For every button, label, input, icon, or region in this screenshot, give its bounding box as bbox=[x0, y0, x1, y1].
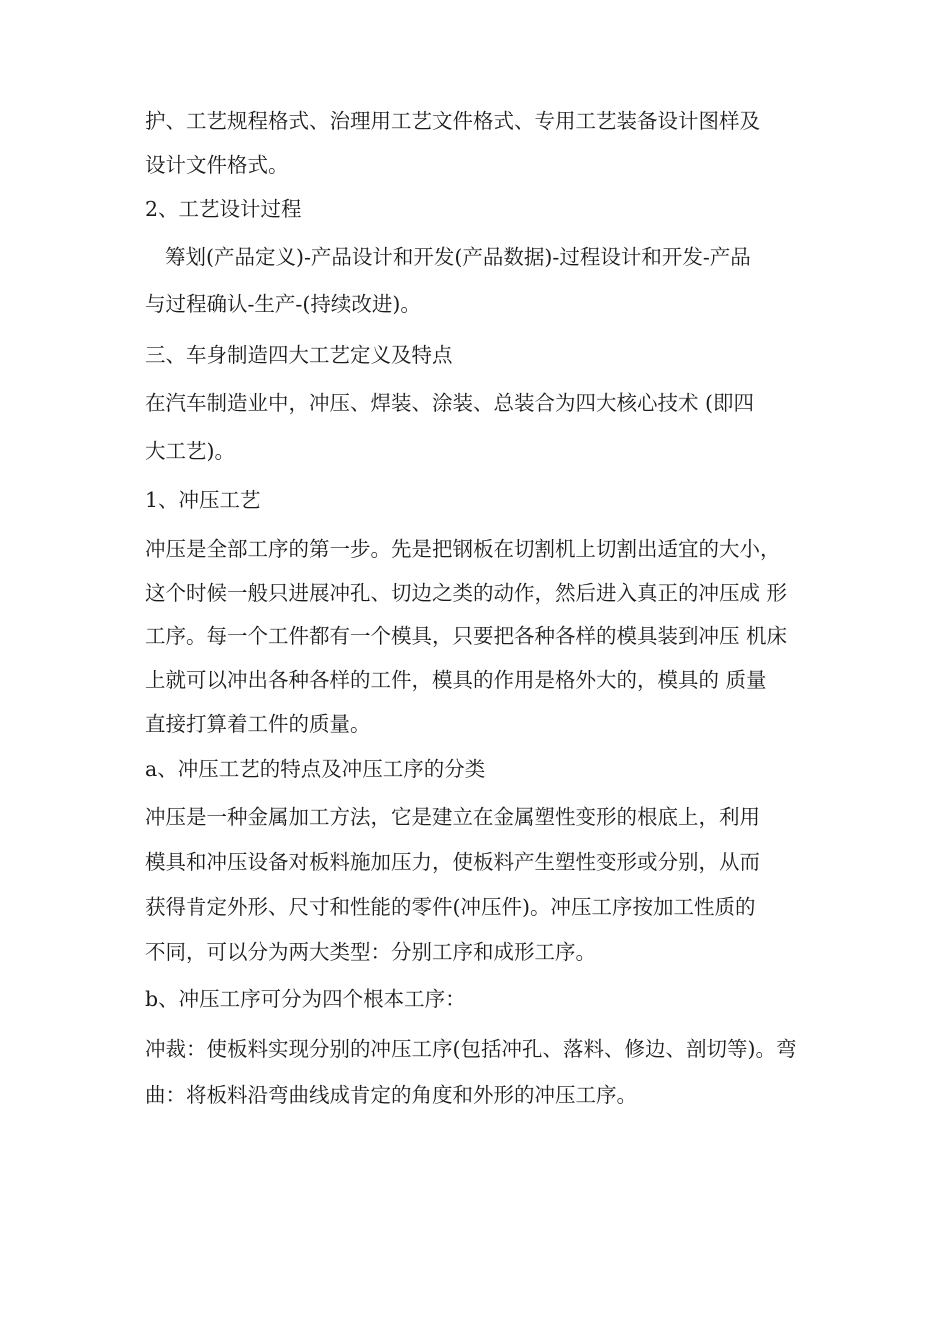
text-line: 冲压是全部工序的第一步。先是把钢板在切割机上切割出适宜的大小， bbox=[145, 537, 781, 561]
text-line: 与过程确认-生产-(持续改进)。 bbox=[145, 292, 421, 316]
text-line: 获得肯定外形、尺寸和性能的零件(冲压件)。冲压工序按加工性质的 bbox=[145, 895, 756, 919]
section-heading: a、冲压工艺的特点及冲压工序的分类 bbox=[145, 757, 486, 781]
text-line: 模具和冲压设备对板料施加压力，使板料产生塑性变形或分别，从而 bbox=[145, 850, 760, 874]
section-heading: b、冲压工序可分为四个根本工序： bbox=[145, 987, 466, 1011]
text-line: 筹划(产品定义)-产品设计和开发(产品数据)-过程设计和开发-产品 bbox=[165, 245, 751, 269]
text-line: 大工艺)。 bbox=[145, 439, 235, 463]
text-line: 护、工艺规程格式、治理用工艺文件格式、专用工艺装备设计图样及 bbox=[145, 109, 760, 133]
text-line: 工序。每一个工件都有一个模具，只要把各种各样的模具装到冲压 机床 bbox=[145, 624, 788, 648]
text-line: 直接打算着工件的质量。 bbox=[145, 712, 371, 736]
section-heading: 2、工艺设计过程 bbox=[145, 197, 302, 221]
section-heading: 三、车身制造四大工艺定义及特点 bbox=[145, 343, 453, 367]
text-line: 上就可以冲出各种各样的工件，模具的作用是格外大的，模具的 质量 bbox=[145, 668, 767, 692]
text-line: 冲压是一种金属加工方法，它是建立在金属塑性变形的根底上，利用 bbox=[145, 805, 760, 829]
text-line: 曲：将板料沿弯曲线成肯定的角度和外形的冲压工序。 bbox=[145, 1083, 637, 1107]
text-line: 这个时候一般只进展冲孔、切边之类的动作，然后进入真正的冲压成 形 bbox=[145, 581, 788, 605]
text-line: 冲裁：使板料实现分别的冲压工序(包括冲孔、落料、修边、剖切等)。弯 bbox=[145, 1037, 797, 1061]
text-line: 在汽车制造业中，冲压、焊装、涂装、总装合为四大核心技术 (即四 bbox=[145, 391, 755, 415]
text-line: 设计文件格式。 bbox=[145, 153, 289, 177]
text-line: 不同，可以分为两大类型：分别工序和成形工序。 bbox=[145, 940, 596, 964]
section-heading: 1、冲压工艺 bbox=[145, 488, 261, 512]
